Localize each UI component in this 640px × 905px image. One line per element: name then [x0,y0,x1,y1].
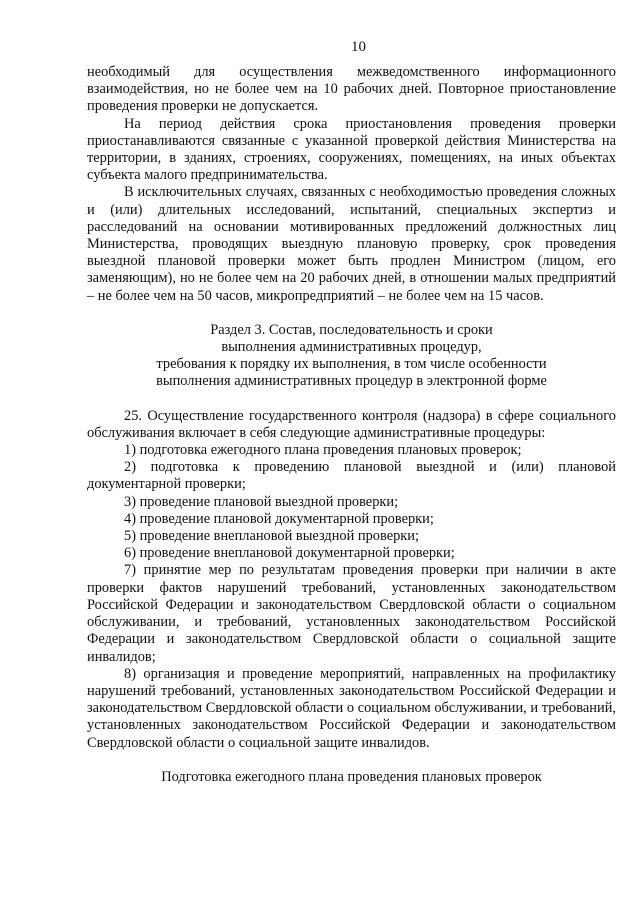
list-item: 3) проведение плановой выездной проверки; [124,493,399,510]
paragraph-25: 25. Осуществление государственного контроля (надзора) в сфере социального обслуживания включает в себя следующие административные процедуры: [87,407,616,441]
list-item: 8) организация и проведение мероприятий, направленных на профилактику нарушений требований, установленных законодательством Российской Федерации и законодательством Свердловской области о социальном обслуживании, и требований, установленных законодательством Российской Федерации и законодательством Свердловской области о социальной защите инвалидов. [87,665,616,751]
paragraph-continuation: необходимый для осуществления межведомственного информационного взаимодействия, но не более чем на 10 рабочих дней. Повторное приостановление проведения проверки не допускается. [87,64,616,115]
list-item: 4) проведение плановой документарной проверки; [124,510,434,527]
page-number: 10 [351,39,366,55]
paragraph-suspension: На период действия срока приостановления проведения проверки приостанавливаются связанные с указанной проверкой действия Министерства на территории, в зданиях, строениях, сооружениях, помещениях, на иных объектах субъекта малого предпринимательства. [87,115,616,184]
section-heading-line: выполнения административных процедур в электронной форме [156,373,547,390]
paragraph-extension: В исключительных случаях, связанных с необходимостью проведения сложных и (или) длительных исследований, испытаний, специальных экспертиз и расследований на основании мотивированных предложений должностных лиц Министерства, проводящих выездную плановую проверку, срок проведения выездной плановой проверки может быть продлен Министром (лицом, его заменяющим), но не более чем на 20 рабочих дней, в отношении малых предприятий – не более чем на 50 часов, микропредприятий – не более чем на 15 часов. [87,184,616,304]
list-item: 6) проведение внеплановой документарной проверки; [124,545,455,562]
subheading: Подготовка ежегодного плана проведения плановых проверок [161,768,542,785]
section-heading-line: выполнения административных процедур, [221,339,482,356]
list-item: 2) подготовка к проведению плановой выездной и (или) плановой документарной проверки; [87,459,616,493]
section-heading [87,322,616,391]
section-heading-line: требования к порядку их выполнения, в том числе особенности [156,356,547,373]
list-item: 7) принятие мер по результатам проведения проверки при наличии в акте проверки фактов нарушений требований, установленных законодательством Российской Федерации и законодательством Свердловской области о социальном обслуживании, и требований, установленных законодательством Российской Федерации и законодательством Свердловской области о социальной защите инвалидов; [87,562,616,665]
list-item: 1) подготовка ежегодного плана проведения плановых проверок; [124,442,522,459]
section-heading-line: Раздел 3. Состав, последовательность и сроки [210,321,493,338]
document-page [87,38,616,786]
list-item: 5) проведение внеплановой выездной проверки; [124,528,419,545]
